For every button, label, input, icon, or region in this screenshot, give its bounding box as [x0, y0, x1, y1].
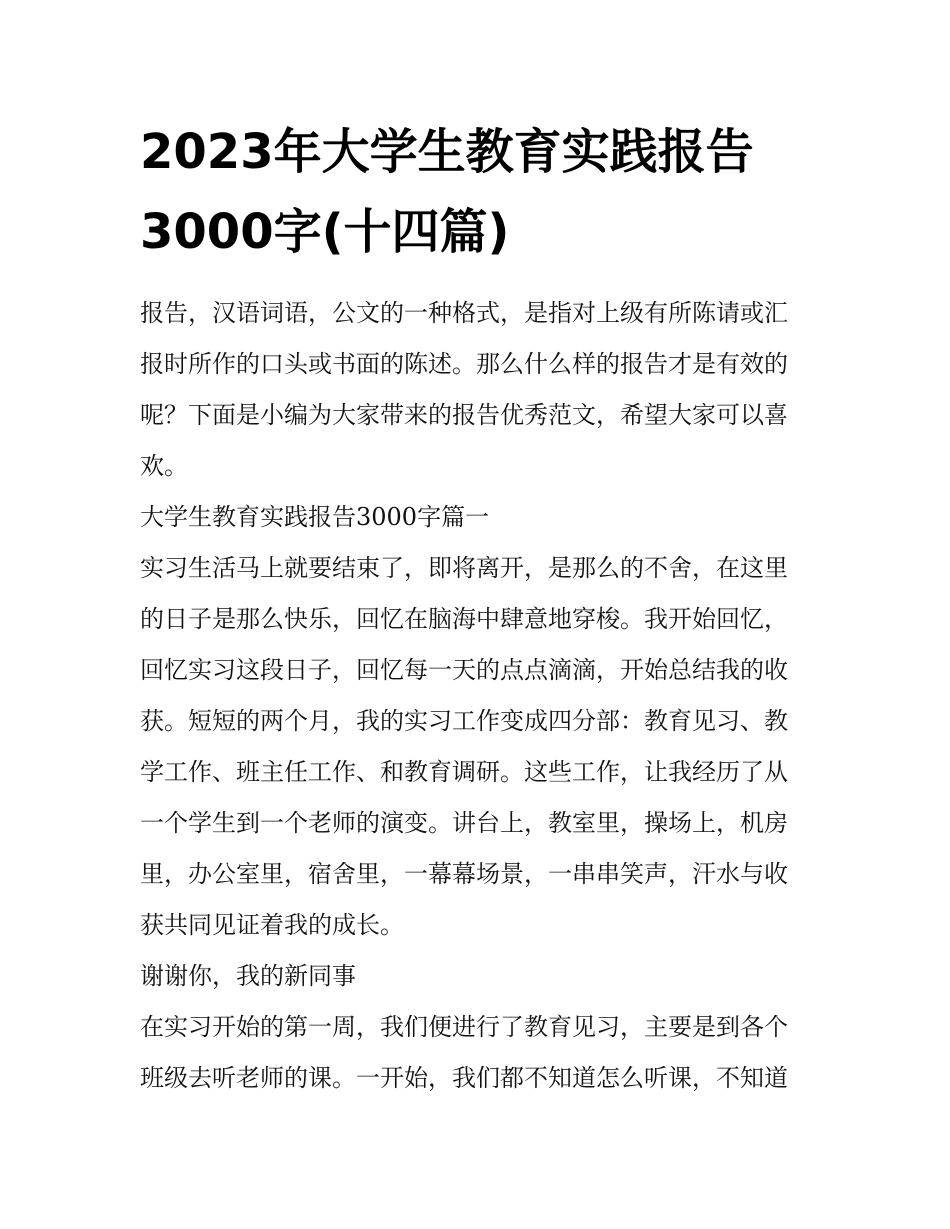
intro-line-3: 呢？下面是小编为大家带来的报告优秀范文，希望大家可以喜 [140, 401, 788, 429]
paragraph2-line-1: 在实习开始的第一周，我们便进行了教育见习，主要是到各个 [140, 1013, 788, 1041]
paragraph2-line-2: 班级去听老师的课。一开始，我们都不知道怎么听课，不知道 [140, 1064, 788, 1092]
document-body [140, 288, 812, 1104]
paragraph-line-7: 里，办公室里，宿舍里，一幕幕场景，一串串笑声，汗水与收 [140, 860, 788, 888]
intro-line-1: 报告，汉语词语，公文的一种格式，是指对上级有所陈请或汇 [140, 299, 788, 327]
title-line-1: 2023年大学生教育实践报告 [140, 124, 754, 180]
document-title [140, 112, 812, 272]
title-line-2: 3000字(十四篇) [140, 204, 510, 260]
paragraph-line-5: 学工作、班主任工作、和教育调研。这些工作，让我经历了从 [140, 758, 788, 786]
section-heading: 大学生教育实践报告3000字篇一 [140, 503, 490, 531]
paragraph-line-8: 获共同见证着我的成长。 [140, 911, 404, 939]
intro-line-4: 欢。 [140, 452, 188, 480]
paragraph-line-6: 一个学生到一个老师的演变。讲台上，教室里，操场上，机房 [140, 809, 788, 837]
subheading-line: 谢谢你，我的新同事 [140, 962, 356, 990]
paragraph-line-3: 回忆实习这段日子，回忆每一天的点点滴滴，开始总结我的收 [140, 656, 788, 684]
paragraph-line-1: 实习生活马上就要结束了，即将离开，是那么的不舍，在这里 [140, 554, 788, 582]
intro-line-2: 报时所作的口头或书面的陈述。那么什么样的报告才是有效的 [140, 350, 788, 378]
paragraph-line-2: 的日子是那么快乐，回忆在脑海中肆意地穿梭。我开始回忆， [140, 605, 788, 633]
document-content [140, 112, 812, 1104]
paragraph-line-4: 获。短短的两个月，我的实习工作变成四分部：教育见习、教 [140, 707, 788, 735]
